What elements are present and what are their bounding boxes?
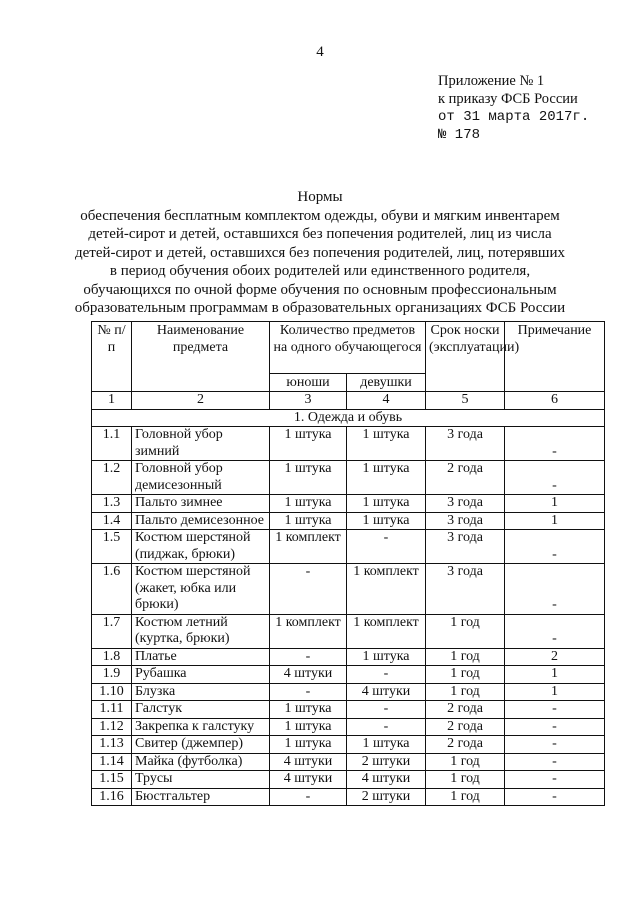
qty-girls: - — [347, 530, 426, 564]
wear-term: 1 год — [426, 666, 505, 684]
item-name: Бюстгальтер — [132, 788, 270, 806]
table-row — [92, 771, 605, 789]
wear-term: 1 год — [426, 648, 505, 666]
qty-boys: 1 штука — [270, 718, 347, 736]
table-row — [92, 736, 605, 754]
qty-boys: 1 штука — [270, 427, 347, 461]
wear-term: 3 года — [426, 427, 505, 461]
title-line: детей-сирот и детей, оставшихся без попечения родителей, лиц, потерявших — [74, 244, 566, 261]
qty-girls: 2 штуки — [347, 753, 426, 771]
wear-term: 1 год — [426, 788, 505, 806]
note: - — [505, 736, 605, 754]
row-number: 1.6 — [92, 564, 132, 615]
wear-term: 3 года — [426, 564, 505, 615]
note: - — [505, 461, 605, 495]
row-number: 1.14 — [92, 753, 132, 771]
item-name: Закрепка к галстуку — [132, 718, 270, 736]
wear-term: 3 года — [426, 495, 505, 513]
row-number: 1.5 — [92, 530, 132, 564]
qty-girls: 1 штука — [347, 495, 426, 513]
note: - — [505, 564, 605, 615]
qty-girls: 4 штуки — [347, 683, 426, 701]
table-row — [92, 718, 605, 736]
wear-term: 2 года — [426, 701, 505, 719]
note: 1 — [505, 495, 605, 513]
row-number: 1.1 — [92, 427, 132, 461]
item-name: Головной убор зимний — [132, 427, 270, 461]
wear-term: 3 года — [426, 512, 505, 530]
table-row — [92, 530, 605, 564]
wear-term: 1 год — [426, 753, 505, 771]
qty-boys: 1 штука — [270, 495, 347, 513]
qty-girls: 1 штука — [347, 427, 426, 461]
title-heading: Нормы — [297, 189, 343, 205]
norms-table — [91, 321, 605, 806]
row-number: 1.13 — [92, 736, 132, 754]
col-number: 2 — [132, 392, 270, 410]
appendix-line-1: Приложение № 1 — [438, 73, 545, 89]
appendix-line-3: от 31 марта 2017г. — [438, 109, 590, 125]
item-name: Галстук — [132, 701, 270, 719]
item-name: Головной убор демисезонный — [132, 461, 270, 495]
qty-girls: 1 комплект — [347, 614, 426, 648]
col-number: 1 — [92, 392, 132, 410]
qty-boys: 1 штука — [270, 701, 347, 719]
item-name: Трусы — [132, 771, 270, 789]
note: - — [505, 427, 605, 461]
row-number: 1.12 — [92, 718, 132, 736]
qty-girls: - — [347, 666, 426, 684]
item-name: Свитер (джемпер) — [132, 736, 270, 754]
qty-girls: 1 комплект — [347, 564, 426, 615]
note: 1 — [505, 666, 605, 684]
row-number: 1.4 — [92, 512, 132, 530]
qty-girls: 1 штука — [347, 512, 426, 530]
qty-girls: - — [347, 701, 426, 719]
row-number: 1.2 — [92, 461, 132, 495]
note: - — [505, 701, 605, 719]
section-heading: 1. Одежда и обувь — [92, 409, 605, 427]
item-name: Пальто демисезонное — [132, 512, 270, 530]
table-row — [92, 701, 605, 719]
row-number: 1.7 — [92, 614, 132, 648]
row-number: 1.11 — [92, 701, 132, 719]
row-number: 1.3 — [92, 495, 132, 513]
qty-boys: 1 комплект — [270, 614, 347, 648]
note: - — [505, 614, 605, 648]
wear-term: 2 года — [426, 718, 505, 736]
note: - — [505, 771, 605, 789]
table-row — [92, 683, 605, 701]
qty-girls: - — [347, 718, 426, 736]
item-name: Костюм летний (куртка, брюки) — [132, 614, 270, 648]
item-name: Блузка — [132, 683, 270, 701]
item-name: Костюм шерстяной (пиджак, брюки) — [132, 530, 270, 564]
item-name: Платье — [132, 648, 270, 666]
header-name: Наименование предмета — [132, 322, 270, 392]
col-number: 3 — [270, 392, 347, 410]
document-title — [0, 188, 640, 318]
table-row — [92, 753, 605, 771]
title-line: обеспечения бесплатным комплектом одежды, обуви и мягким инвентарем — [80, 207, 560, 224]
item-name: Майка (футболка) — [132, 753, 270, 771]
qty-girls: 1 штука — [347, 648, 426, 666]
row-number: 1.9 — [92, 666, 132, 684]
table-row — [92, 666, 605, 684]
header-qty: Количество предметов на одного обучающегося — [270, 322, 426, 374]
col-number: 5 — [426, 392, 505, 410]
header-num: № п/п — [92, 322, 132, 392]
page-number: 4 — [316, 44, 324, 60]
qty-boys: - — [270, 683, 347, 701]
wear-term: 1 год — [426, 614, 505, 648]
qty-boys: - — [270, 564, 347, 615]
table-row — [92, 788, 605, 806]
qty-girls: 1 штука — [347, 736, 426, 754]
appendix-block — [438, 72, 589, 144]
appendix-line-4: № 178 — [438, 127, 481, 143]
qty-boys: 4 штуки — [270, 666, 347, 684]
appendix-line-2: к приказу ФСБ России — [438, 91, 578, 107]
header-term: Срок носки (эксплуатации) — [426, 322, 505, 392]
row-number: 1.16 — [92, 788, 132, 806]
item-name: Костюм шерстяной (жакет, юбка или брюки) — [132, 564, 270, 615]
wear-term: 2 года — [426, 736, 505, 754]
row-number: 1.10 — [92, 683, 132, 701]
qty-boys: 4 штуки — [270, 753, 347, 771]
qty-boys: 1 комплект — [270, 530, 347, 564]
header-boys: юноши — [270, 374, 347, 392]
row-number: 1.15 — [92, 771, 132, 789]
wear-term: 1 год — [426, 683, 505, 701]
col-number: 6 — [505, 392, 605, 410]
table-row — [92, 614, 605, 648]
qty-boys: - — [270, 788, 347, 806]
qty-girls: 2 штуки — [347, 788, 426, 806]
qty-boys: 1 штука — [270, 736, 347, 754]
table-row — [92, 648, 605, 666]
table-row — [92, 427, 605, 461]
table-row — [92, 495, 605, 513]
table-row — [92, 564, 605, 615]
qty-boys: 4 штуки — [270, 771, 347, 789]
title-line: детей-сирот и детей, оставшихся без попечения родителей, лиц из числа — [88, 226, 552, 242]
col-number: 4 — [347, 392, 426, 410]
qty-boys: 1 штука — [270, 461, 347, 495]
table-row — [92, 461, 605, 495]
wear-term: 2 года — [426, 461, 505, 495]
title-line: в период обучения обоих родителей или единственного родителя, — [109, 263, 531, 279]
header-note: Примечание — [505, 322, 605, 392]
wear-term: 1 год — [426, 771, 505, 789]
title-line: образовательным программам в образовательных организациях ФСБ России — [74, 300, 566, 316]
row-number: 1.8 — [92, 648, 132, 666]
qty-girls: 1 штука — [347, 461, 426, 495]
qty-boys: 1 штука — [270, 512, 347, 530]
note: - — [505, 530, 605, 564]
qty-boys: - — [270, 648, 347, 666]
wear-term: 3 года — [426, 530, 505, 564]
table-row — [92, 512, 605, 530]
item-name: Пальто зимнее — [132, 495, 270, 513]
note: - — [505, 788, 605, 806]
note: 1 — [505, 512, 605, 530]
title-line: обучающихся по очной форме обучения по основным профессиональным — [83, 281, 557, 298]
qty-girls: 4 штуки — [347, 771, 426, 789]
note: 1 — [505, 683, 605, 701]
note: - — [505, 718, 605, 736]
note: - — [505, 753, 605, 771]
note: 2 — [505, 648, 605, 666]
item-name: Рубашка — [132, 666, 270, 684]
header-girls: девушки — [347, 374, 426, 392]
